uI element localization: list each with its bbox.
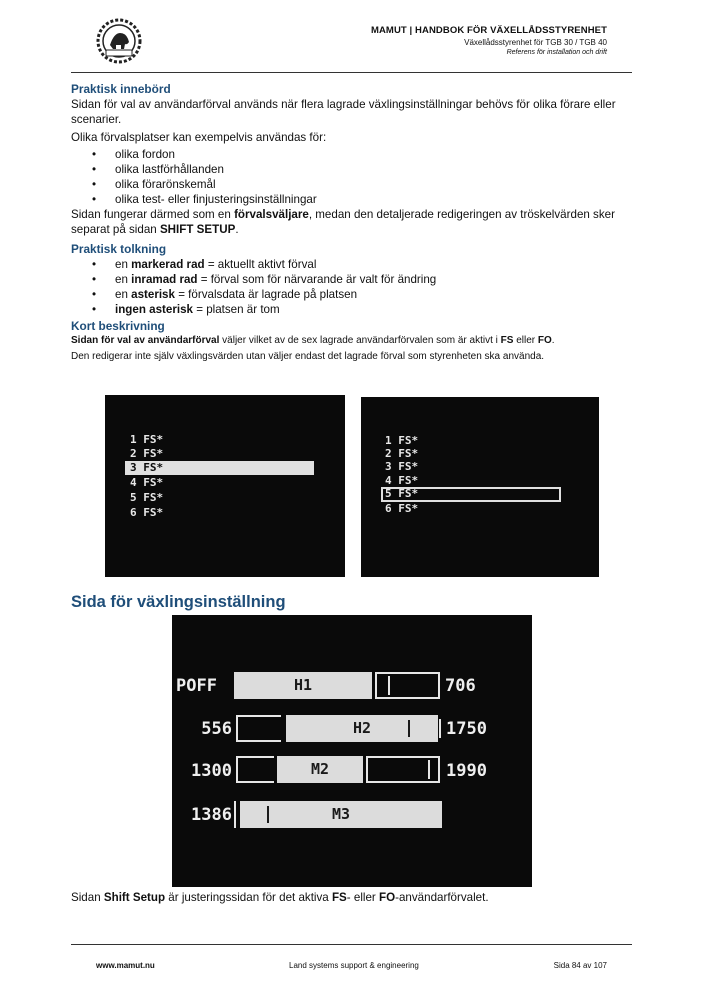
header-reference: Referens för installation och drift xyxy=(506,49,607,56)
threshold-bar: M2 xyxy=(277,756,363,783)
text: = förval som för närvarande är valt för ändring xyxy=(197,273,437,286)
text: väljer vilket av de sex lagrade användarförvalen som är aktivt i xyxy=(219,335,501,346)
range-bracket xyxy=(375,672,440,699)
bold-text: asterisk xyxy=(131,288,175,301)
range-marker xyxy=(439,719,441,738)
preset-row: 1 FS* xyxy=(130,433,164,446)
mamut-logo xyxy=(93,17,145,65)
list-item xyxy=(71,257,633,272)
bold-text: FO xyxy=(379,891,396,904)
preset-row: 6 FS* xyxy=(130,506,164,519)
header-title: MAMUT | HANDBOK FÖR VÄXELLÅDSSTYRENHET xyxy=(370,25,607,36)
text: = förvalsdata är lagrade på platsen xyxy=(174,288,358,301)
range-bracket xyxy=(236,715,281,742)
range-marker xyxy=(267,806,269,823)
bold-text: FS xyxy=(331,891,347,904)
text: är justeringssidan för det aktiva xyxy=(165,891,332,904)
heading-praktisk-tolkning: Praktisk tolkning xyxy=(71,242,167,256)
page-number: Sida 84 av 107 xyxy=(553,961,607,970)
row-right-value: 1990 xyxy=(446,761,487,781)
bold-text: FS xyxy=(500,335,514,346)
bold-text: markerad rad xyxy=(131,258,205,271)
bullet-list xyxy=(71,257,633,317)
row-left-value: 1386 xyxy=(191,805,232,825)
section-title: Sida för växlingsinställning xyxy=(71,593,286,611)
bold-text: SHIFT SETUP xyxy=(159,223,236,236)
list-item: • olika test- eller finjusteringsinställningar xyxy=(71,192,633,207)
text: en xyxy=(115,288,132,301)
closing-paragraph xyxy=(71,891,489,904)
heading-praktisk-innebord: Praktisk innebörd xyxy=(71,82,171,96)
row-left-value: 556 xyxy=(201,719,232,739)
range-marker xyxy=(428,760,430,779)
list-item: • olika fordon xyxy=(71,147,633,162)
row-right-value: 706 xyxy=(445,676,476,696)
row-left-value: POFF xyxy=(176,676,217,696)
text: -användarförvalet. xyxy=(395,891,489,904)
preset-row: 5 FS* xyxy=(130,491,164,504)
footer-website-link[interactable]: www.mamut.nu xyxy=(96,961,155,970)
paragraph xyxy=(71,332,633,349)
preset-row: 2 FS* xyxy=(385,447,419,460)
footer-divider xyxy=(71,944,632,945)
bold-text: ingen asterisk xyxy=(115,303,193,316)
text: - eller xyxy=(346,891,380,904)
range-marker xyxy=(408,720,410,737)
text: , medan den detaljerade redigeringen av tröskelvärden sker separat på sidan xyxy=(71,208,615,236)
list-item xyxy=(71,287,633,302)
preset-row: 6 FS* xyxy=(385,502,419,515)
bold-text: Sidan för val av användarförval xyxy=(71,335,220,346)
row-right-value: 1750 xyxy=(446,719,487,739)
list-item: • olika förarönskemål xyxy=(71,177,633,192)
text: . xyxy=(551,335,555,346)
preset-row-active: 3 FS* xyxy=(130,461,164,474)
preset-screen-highlighted xyxy=(105,395,345,577)
heading-kort-beskrivning: Kort beskrivning xyxy=(71,319,165,333)
list-item xyxy=(71,272,633,287)
preset-row-selected: 5 FS* xyxy=(385,487,419,500)
text: Sidan fungerar därmed som en xyxy=(71,208,235,221)
header-divider xyxy=(71,72,632,73)
preset-row: 3 FS* xyxy=(385,460,419,473)
text: . xyxy=(235,223,239,236)
list-item xyxy=(71,302,633,317)
shift-setup-screen xyxy=(172,615,532,887)
bullet-list xyxy=(71,147,633,207)
preset-row: 1 FS* xyxy=(385,434,419,447)
threshold-bar: H2 xyxy=(286,715,438,742)
text: en xyxy=(115,273,132,286)
range-bracket xyxy=(236,756,274,783)
range-marker xyxy=(388,676,390,695)
paragraph: Sidan för val av användarförval används när flera lagrade växlingsinställningar behövs för olika förare eller scenarier. xyxy=(71,98,616,126)
text: en xyxy=(115,258,132,271)
header-subtitle: Växellådsstyrenhet för TGB 30 / TGB 40 xyxy=(464,38,607,47)
bold-text: Shift Setup xyxy=(103,891,166,904)
threshold-bar: H1 xyxy=(234,672,372,699)
paragraph: Den redigerar inte själv växlingsvärden utan väljer endast det lagrade förval som styrenheten ska använda. xyxy=(71,351,545,362)
preset-row: 2 FS* xyxy=(130,447,164,460)
text: = aktuellt aktivt förval xyxy=(204,258,317,271)
bold-text: FO xyxy=(537,335,552,346)
bold-text: inramad rad xyxy=(131,273,198,286)
preset-row: 4 FS* xyxy=(130,476,164,489)
preset-screen-framed xyxy=(361,397,599,577)
preset-row: 4 FS* xyxy=(385,474,419,487)
text: = platsen är tom xyxy=(192,303,280,316)
footer-center-text: Land systems support & engineering xyxy=(289,961,419,970)
body-text xyxy=(71,82,633,365)
text: eller xyxy=(513,335,538,346)
range-marker xyxy=(234,801,236,828)
paragraph: Olika förvalsplatser kan exempelvis användas för: xyxy=(71,131,327,144)
threshold-bar: M3 xyxy=(240,801,442,828)
row-left-value: 1300 xyxy=(191,761,232,781)
paragraph xyxy=(71,207,633,237)
list-item: • olika lastförhållanden xyxy=(71,162,633,177)
text: Sidan xyxy=(71,891,104,904)
bold-text: förvalsväljare xyxy=(234,208,309,221)
